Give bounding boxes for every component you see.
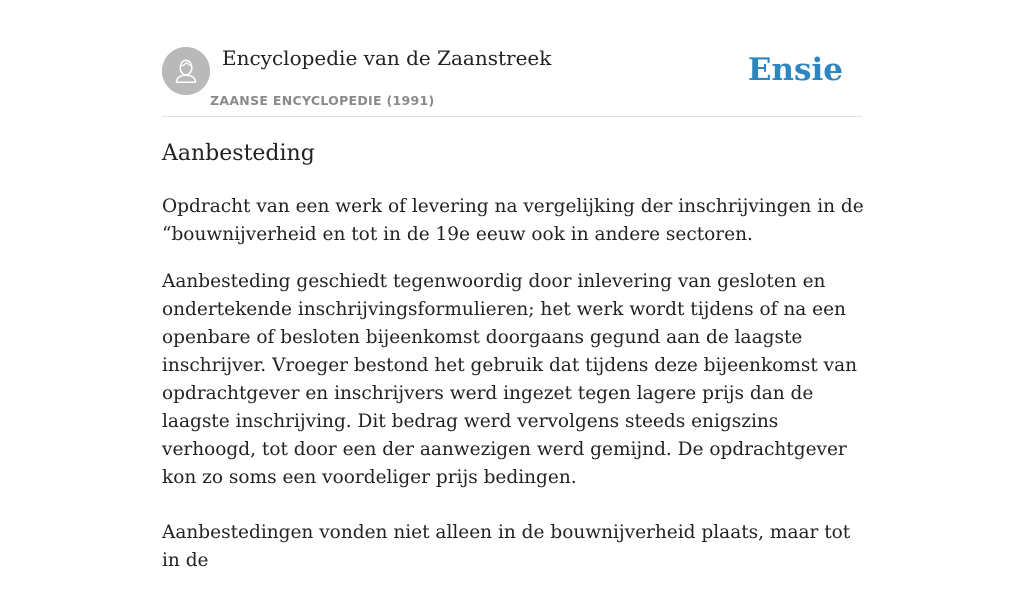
article-paragraph-2: Aanbesteding geschiedt tegenwoordig door inlevering van gesloten en ondertekende inschrijvingsformulieren; het werk wordt tijdens of na een openbare of besloten bijeenkomst doorgaans gegund aan de laagste inschrijver. Vroeger bestond het gebruik dat tijdens deze bijeenkomst van opdrachtgever en inschrijvers werd ingezet tegen lagere prijs dan de laagste inschrijving. Dit bedrag werd vervolgens steeds enigszins verhoogd, tot door een der aanwezigen werd gemijnd. De opdrachtgever kon zo soms een voordeliger prijs bedingen. [162, 271, 858, 488]
article-content [162, 138, 867, 594]
article-paragraph-3: Aanbestedingen vonden niet alleen in de bouwnijverheid plaats, maar tot in de [162, 522, 851, 571]
ensie-logo-link[interactable]: Ensie [747, 52, 843, 88]
source-title-link[interactable]: Encyclopedie van de Zaanstreek [222, 46, 552, 70]
article-title: Aanbesteding [162, 141, 315, 166]
source-header [162, 0, 862, 117]
source-avatar[interactable] [162, 47, 210, 95]
source-subtitle: ZAANSE ENCYCLOPEDIE (1991) [210, 93, 435, 108]
user-icon [162, 47, 210, 95]
article-paragraph-1: Opdracht van een werk of levering na vergelijking der inschrijvingen in de “bouwnijverheid en tot in de 19e eeuw ook in andere sectoren. [162, 196, 864, 245]
